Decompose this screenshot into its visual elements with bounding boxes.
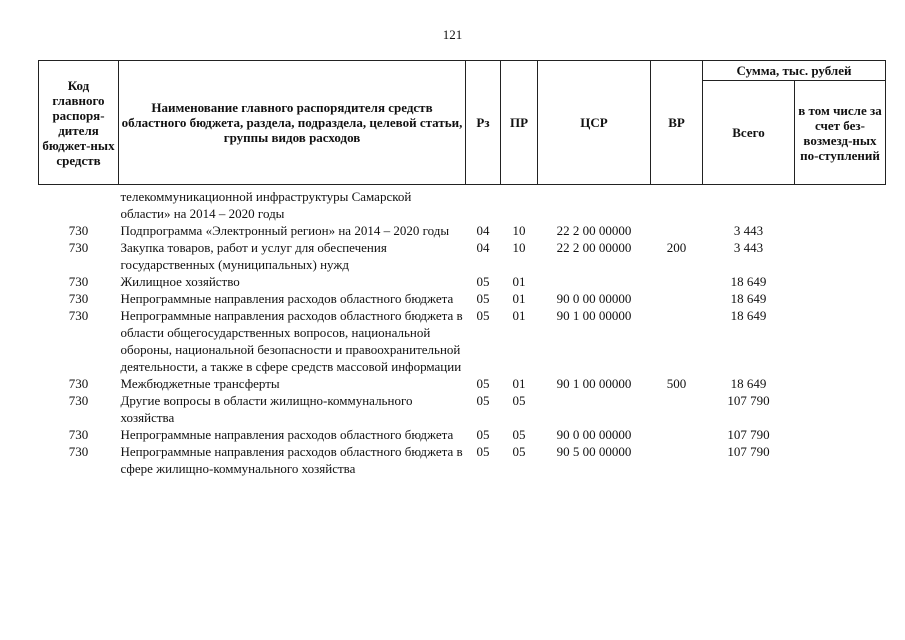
cell-vr bbox=[651, 307, 703, 375]
header-incl: в том числе за счет без-возмезд-ных по-ступлений bbox=[795, 81, 886, 185]
cell-pr: 01 bbox=[512, 274, 526, 289]
cell-code: 730 bbox=[68, 393, 89, 408]
cell-incl bbox=[795, 375, 886, 392]
cell-vr: 200 bbox=[666, 240, 687, 255]
cell-vr bbox=[651, 392, 703, 426]
cell-total: 18 649 bbox=[730, 274, 767, 289]
cell-csr: 90 0 00 00000 bbox=[556, 427, 632, 442]
header-sum: Сумма, тыс. рублей bbox=[703, 61, 886, 81]
cell-name: Непрограммные направления расходов областного бюджета в области общегосударственных вопросов, национальной обороны, национальной безопасности и правоохранительной деятельности, а также в сфере средств массовой информации bbox=[120, 308, 463, 374]
cell-rz: 05 bbox=[476, 308, 490, 323]
cell-total: 107 790 bbox=[727, 427, 770, 442]
cell-vr: 500 bbox=[666, 376, 687, 391]
cell-pr: 01 bbox=[512, 291, 526, 306]
cell-vr bbox=[651, 222, 703, 239]
cell-name: Непрограммные направления расходов областного бюджета bbox=[120, 291, 454, 306]
page-number: 121 bbox=[442, 27, 463, 42]
table-row bbox=[39, 273, 886, 290]
cell-pr: 10 bbox=[512, 223, 526, 238]
cell-incl bbox=[795, 392, 886, 426]
table-row bbox=[39, 443, 886, 477]
cell-vr bbox=[651, 273, 703, 290]
cell-pr: 01 bbox=[512, 376, 526, 391]
header-csr: ЦСР bbox=[538, 61, 651, 185]
cell-pr: 01 bbox=[512, 308, 526, 323]
cell-csr: 90 0 00 00000 bbox=[556, 291, 632, 306]
cell-code: 730 bbox=[68, 274, 89, 289]
cell-rz: 04 bbox=[476, 240, 490, 255]
table-row bbox=[39, 239, 886, 273]
cell-name: телекоммуникационной инфраструктуры Самарской области» на 2014 – 2020 годы bbox=[120, 189, 412, 221]
cell-vr bbox=[651, 188, 703, 222]
cell-pr: 05 bbox=[512, 427, 526, 442]
cell-name: Подпрограмма «Электронный регион» на 2014 – 2020 годы bbox=[120, 223, 450, 238]
cell-incl bbox=[795, 443, 886, 477]
cell-pr bbox=[501, 188, 538, 222]
cell-incl bbox=[795, 307, 886, 375]
cell-vr bbox=[651, 290, 703, 307]
cell-incl bbox=[795, 426, 886, 443]
cell-rz: 05 bbox=[476, 291, 490, 306]
cell-code: 730 bbox=[68, 291, 89, 306]
header-name: Наименование главного распорядителя средств областного бюджета, раздела, подраздела, целевой статьи, группы видов расходов bbox=[119, 61, 466, 185]
table-row bbox=[39, 307, 886, 375]
cell-rz: 05 bbox=[476, 427, 490, 442]
cell-vr bbox=[651, 443, 703, 477]
table-row bbox=[39, 188, 886, 222]
cell-name: Жилищное хозяйство bbox=[120, 274, 240, 289]
cell-pr: 05 bbox=[512, 444, 526, 459]
header-pr: ПР bbox=[501, 61, 538, 185]
cell-incl bbox=[795, 290, 886, 307]
cell-csr: 22 2 00 00000 bbox=[556, 240, 632, 255]
cell-incl bbox=[795, 273, 886, 290]
cell-csr: 22 2 00 00000 bbox=[556, 223, 632, 238]
cell-code: 730 bbox=[68, 376, 89, 391]
table-row bbox=[39, 426, 886, 443]
cell-incl bbox=[795, 239, 886, 273]
cell-total bbox=[703, 188, 795, 222]
cell-rz: 05 bbox=[476, 376, 490, 391]
cell-total: 107 790 bbox=[727, 393, 770, 408]
budget-table bbox=[38, 60, 886, 477]
cell-name: Непрограммные направления расходов областного бюджета в сфере жилищно-коммунального хозяйства bbox=[120, 444, 463, 476]
cell-total: 18 649 bbox=[730, 308, 767, 323]
cell-csr bbox=[538, 273, 651, 290]
cell-csr: 90 1 00 00000 bbox=[556, 308, 632, 323]
cell-name: Закупка товаров, работ и услуг для обеспечения государственных (муниципальных) нужд bbox=[120, 240, 387, 272]
cell-incl bbox=[795, 188, 886, 222]
header-code: Код главного распоря-дителя бюджет-ных средств bbox=[39, 61, 119, 185]
cell-total: 18 649 bbox=[730, 291, 767, 306]
cell-csr: 90 5 00 00000 bbox=[556, 444, 632, 459]
cell-csr bbox=[538, 392, 651, 426]
cell-pr: 10 bbox=[512, 240, 526, 255]
cell-total: 18 649 bbox=[730, 376, 767, 391]
cell-total: 3 443 bbox=[733, 240, 764, 255]
cell-csr bbox=[538, 188, 651, 222]
cell-rz bbox=[466, 188, 501, 222]
cell-vr bbox=[651, 426, 703, 443]
cell-rz: 05 bbox=[476, 393, 490, 408]
table-row bbox=[39, 290, 886, 307]
cell-name: Непрограммные направления расходов областного бюджета bbox=[120, 427, 454, 442]
cell-incl bbox=[795, 222, 886, 239]
cell-rz: 05 bbox=[476, 274, 490, 289]
header-vr: ВР bbox=[651, 61, 703, 185]
cell-csr: 90 1 00 00000 bbox=[556, 376, 632, 391]
cell-code: 730 bbox=[68, 308, 89, 323]
cell-rz: 04 bbox=[476, 223, 490, 238]
cell-code: 730 bbox=[68, 223, 89, 238]
table-row bbox=[39, 222, 886, 239]
table-body bbox=[39, 185, 886, 478]
table-row bbox=[39, 392, 886, 426]
cell-rz: 05 bbox=[476, 444, 490, 459]
cell-code: 730 bbox=[68, 444, 89, 459]
cell-code bbox=[39, 188, 119, 222]
cell-total: 3 443 bbox=[733, 223, 764, 238]
cell-pr: 05 bbox=[512, 393, 526, 408]
header-total: Всего bbox=[703, 81, 795, 185]
cell-name: Межбюджетные трансферты bbox=[120, 376, 280, 391]
header-rz: Рз bbox=[466, 61, 501, 185]
cell-name: Другие вопросы в области жилищно-коммунального хозяйства bbox=[120, 393, 413, 425]
cell-code: 730 bbox=[68, 240, 89, 255]
table-row bbox=[39, 375, 886, 392]
cell-total: 107 790 bbox=[727, 444, 770, 459]
cell-code: 730 bbox=[68, 427, 89, 442]
